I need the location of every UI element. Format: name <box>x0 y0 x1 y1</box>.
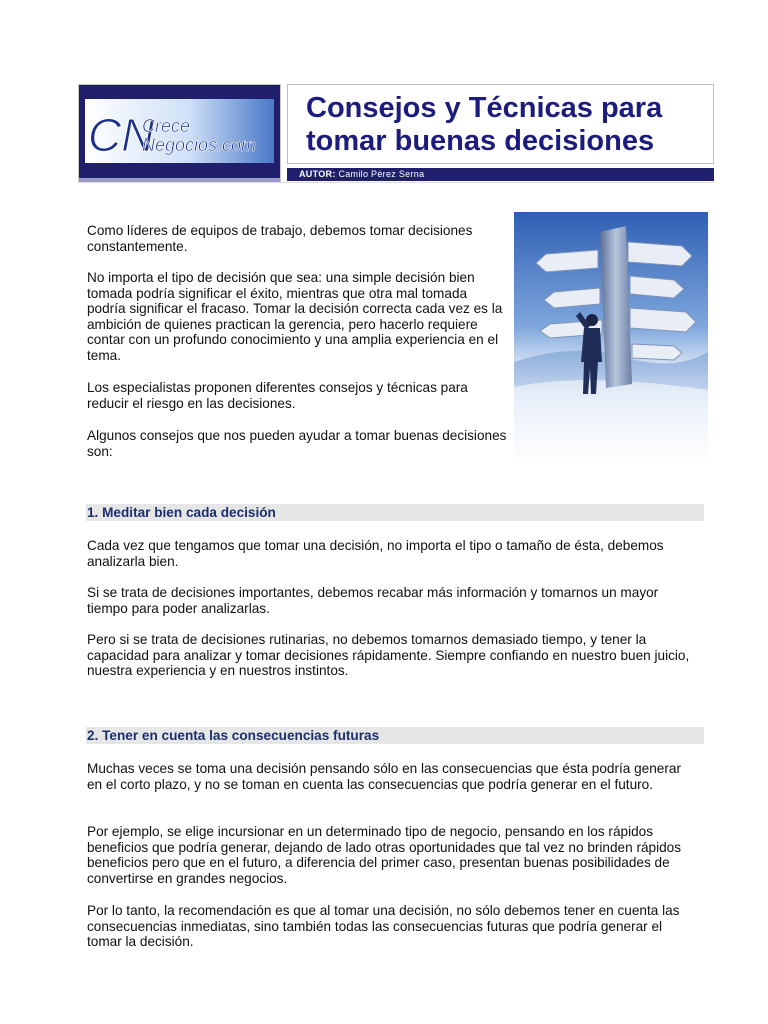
section-1-heading: 1. Meditar bien cada decisión <box>86 504 704 521</box>
logo-panel <box>85 99 274 163</box>
title-line-2: tomar buenas decisiones <box>306 125 655 157</box>
section-2-heading: 2. Tener en cuenta las consecuencias futuras <box>86 727 704 744</box>
author-bar <box>287 168 714 181</box>
author-label: AUTOR: <box>299 169 336 179</box>
sign-right-3 <box>630 308 696 332</box>
section-2-paragraph-3: Por lo tanto, la recomendación es que al tomar una decisión, no sólo debemos tener en cuenta las consecuencias inmediatas, sino también todas las consecuencias futuras que podría generar el tomar la decisión. <box>87 903 680 950</box>
logo-text-line1: Crece <box>142 116 191 136</box>
title-panel <box>287 84 714 164</box>
title-line-1: Consejos y Técnicas para <box>306 92 663 124</box>
intro-paragraph-4: Algunos consejos que nos pueden ayudar a tomar buenas decisiones son: <box>87 428 507 459</box>
logo-initials: CN <box>88 109 155 161</box>
section-1-paragraph-3: Pero si se trata de decisiones rutinarias, no debemos tomarnos demasiado tiempo, y tener la capacidad para analizar y tomar decisiones rápidamente. Siempre confiando en nuestro buen juicio, nuestra experiencia y en nuestros instintos. <box>87 632 690 679</box>
section-2-paragraph-1: Muchas veces se toma una decisión pensando sólo en las consecuencias que ésta podría generar en el corto plazo, y no se toman en cuenta las consecuencias que podría generar en el futuro. <box>87 761 681 792</box>
intro-paragraph-1: Como líderes de equipos de trabajo, debemos tomar decisiones constantemente. <box>87 223 473 254</box>
intro-paragraph-2: No importa el tipo de decisión que sea: una simple decisión bien tomada podría significar el éxito, mientras que otra mal tomada podría significar el fracaso. Tomar la decisión correcta cada vez es la ambición de quienes practican la gerencia, pero hacerlo requiere contar con un profundo conocimiento y una amplia experiencia en el tema. <box>87 270 503 363</box>
header-divider <box>78 182 714 183</box>
section-1-paragraph-2: Si se trata de decisiones importantes, debemos recabar más información y tomarnos un mayor tiempo para poder analizarlas. <box>87 585 659 616</box>
author-name: Camilo Pérez Serna <box>338 169 425 179</box>
sign-right-4 <box>632 344 682 360</box>
site-logo <box>78 84 281 183</box>
intro-paragraph-3: Los especialistas proponen diferentes consejos y técnicas para reducir el riesgo en las decisiones. <box>87 380 468 411</box>
section-1-paragraph-1: Cada vez que tengamos que tomar una decisión, no importa el tipo o tamaño de ésta, debemos analizarla bien. <box>87 538 664 569</box>
signpost-illustration <box>514 212 708 466</box>
page-title <box>306 92 662 158</box>
logo-text-line2: Negocios.com <box>142 135 257 155</box>
logo-graphic <box>85 99 274 163</box>
section-2-paragraph-2: Por ejemplo, se elige incursionar en un determinado tipo de negocio, pensando en los rápidos beneficios que podría generar, dejando de lado otras oportunidades que tal vez no brinden rápidos beneficios pero que en el futuro, a diferencia del primer caso, presentan buenas posibilidades de convertirse en grandes negocios. <box>87 824 682 886</box>
